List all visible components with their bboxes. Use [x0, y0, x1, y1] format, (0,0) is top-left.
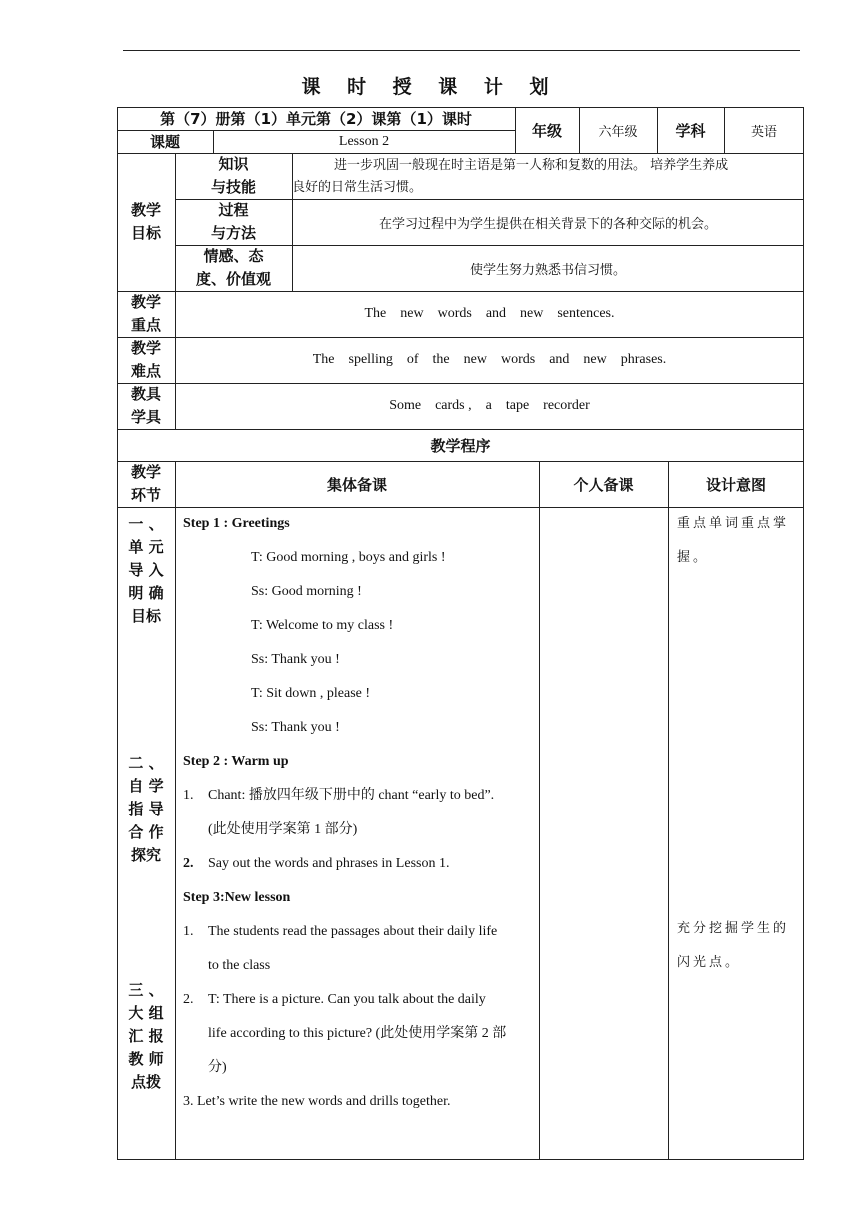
label-line: 与技能 — [210, 178, 256, 196]
label-line: 知识 — [218, 155, 249, 173]
process-methods-label — [175, 199, 292, 245]
word: a — [485, 398, 492, 413]
word: new — [463, 352, 487, 367]
label-line: 教学 — [130, 293, 161, 311]
word: of — [406, 352, 419, 367]
dialogue-line: T: Welcome to my class ! — [251, 618, 394, 633]
intent-line: 闪光点。 — [677, 955, 742, 970]
subject-label: 学科 — [675, 121, 706, 140]
item-number: 1. — [183, 788, 194, 803]
word: The — [312, 352, 335, 367]
grade-label: 年级 — [531, 121, 562, 140]
step-3-item-2 — [183, 983, 535, 1017]
step-3-item-3: 3. Let’s write the new words and drills together. — [183, 1094, 451, 1109]
subject-value: 英语 — [750, 124, 777, 140]
knowledge-skills-text — [292, 155, 802, 199]
intent-line: 充分挖掘学生的 — [677, 921, 790, 936]
grade-value: 六年级 — [598, 124, 638, 140]
stage-line: 合 作 — [128, 823, 164, 841]
item-text: Chant: 播放四年级下册中的 chant “early to bed”. — [208, 788, 495, 803]
word: sentences. — [557, 306, 615, 321]
label-line: 重点 — [130, 316, 161, 334]
item-text: (此处使用学案第 1 部分) — [208, 822, 358, 837]
item-text: to the class — [208, 958, 271, 973]
item-number: 2. — [183, 856, 194, 871]
rule — [668, 461, 669, 1160]
word: words — [500, 352, 536, 367]
stage-line: 指 导 — [128, 800, 164, 818]
word: cards , — [435, 398, 472, 413]
label-line: 与方法 — [210, 224, 256, 242]
step-2-item-2 — [183, 847, 535, 881]
label-line: 学具 — [130, 408, 161, 426]
stage-2-label — [117, 752, 175, 867]
stage-3-label — [117, 979, 175, 1094]
stage-line: 大 组 — [128, 1004, 164, 1022]
step-3-title: Step 3:New lesson — [183, 890, 291, 905]
key-points-text — [175, 291, 804, 337]
stage-line: 导 入 — [128, 561, 164, 579]
stage-line: 自 学 — [128, 777, 164, 795]
stage-line: 明 确 — [128, 584, 164, 602]
label-line: 环节 — [130, 486, 161, 504]
collective-prep-content — [183, 507, 535, 1119]
label-line: 教学 — [130, 463, 161, 481]
header-rule — [123, 50, 800, 51]
personal-prep-header: 个人备课 — [573, 475, 634, 494]
dialogue-line: Ss: Thank you ! — [251, 652, 340, 667]
stage-line: 点拨 — [130, 1073, 161, 1091]
stage-line: 二 、 — [128, 754, 164, 772]
key-points-label — [117, 291, 175, 337]
word: new — [520, 306, 544, 321]
stage-1-label — [117, 513, 175, 628]
stage-line: 教 师 — [128, 1050, 164, 1068]
word: the — [432, 352, 450, 367]
knowledge-skills-label — [175, 153, 292, 199]
item-text: The students read the passages about their daily life — [208, 924, 498, 939]
label-line: 目标 — [130, 224, 161, 242]
step-2-title: Step 2 : Warm up — [183, 754, 289, 769]
design-intent-2 — [677, 912, 801, 980]
item-text: Say out the words and phrases in Lesson 1. — [208, 856, 450, 871]
dialogue-line: Ss: Thank you ! — [251, 720, 340, 735]
tools-label — [117, 383, 175, 429]
item-text: T: There is a picture. Can you talk about the daily — [208, 992, 486, 1007]
collective-prep-header: 集体备课 — [326, 475, 387, 494]
word: and — [549, 352, 570, 367]
stage-line: 汇 报 — [128, 1027, 164, 1045]
word: and — [485, 306, 507, 321]
intent-line: 握。 — [677, 550, 710, 565]
tools-text — [175, 383, 804, 429]
topic-label: 课题 — [149, 133, 180, 151]
stage-line: 探究 — [130, 846, 161, 864]
stage-line: 单 元 — [128, 538, 164, 556]
stage-line: 目标 — [130, 607, 161, 625]
stage-column-header — [117, 461, 175, 507]
label-line: 教具 — [130, 385, 161, 403]
stage-line: 三 、 — [128, 981, 164, 999]
attitude-values-text: 使学生努力熟悉书信习惯。 — [469, 262, 626, 278]
objectives-label — [117, 153, 175, 291]
text-line: 良好的日常生活习惯。 — [292, 180, 423, 195]
label-line: 度、价值观 — [195, 270, 271, 288]
word: Some — [389, 398, 422, 413]
intent-line: 重点单词重点掌 — [677, 516, 790, 531]
text-line: 进一步巩固一般现在时主语是第一人称和复数的用法。 培养学生养成 — [334, 158, 729, 173]
item-text: 分) — [208, 1060, 227, 1075]
item-number: 2. — [183, 992, 194, 1007]
label-line: 教学 — [130, 339, 161, 357]
item-text: life according to this picture? (此处使用学案第 2 部 — [208, 1026, 507, 1041]
item-number: 1. — [183, 924, 194, 939]
word: tape — [505, 398, 530, 413]
step-3-item-1 — [183, 915, 535, 949]
document-title: 课 时 授 课 计 划 — [301, 76, 559, 98]
rule — [539, 461, 540, 1160]
dialogue-line: T: Good morning , boys and girls ! — [251, 550, 446, 565]
attitude-values-label — [175, 245, 292, 291]
label-line: 难点 — [130, 362, 161, 380]
topic-value: Lesson 2 — [338, 133, 390, 149]
design-intent-1 — [677, 507, 801, 575]
word: phrases. — [620, 352, 667, 367]
difficulties-text — [175, 337, 804, 383]
word: new — [400, 306, 424, 321]
design-intent-header: 设计意图 — [705, 475, 766, 494]
volume-unit-line: 第（7）册第（1）单元第（2）课第（1）课时 — [160, 110, 472, 128]
step-1-title: Step 1 : Greetings — [183, 516, 290, 531]
label-line: 过程 — [218, 201, 249, 219]
dialogue-line: Ss: Good morning ! — [251, 584, 362, 599]
stage-line: 一 、 — [128, 515, 164, 533]
word: The — [364, 306, 387, 321]
difficulties-label — [117, 337, 175, 383]
step-2-item-1 — [183, 779, 535, 813]
word: recorder — [543, 398, 590, 413]
procedure-title: 教学程序 — [430, 436, 491, 455]
dialogue-line: T: Sit down , please ! — [251, 686, 371, 701]
process-methods-text: 在学习过程中为学生提供在相关背景下的各种交际的机会。 — [378, 216, 717, 232]
rule — [175, 461, 176, 1160]
word: words — [437, 306, 472, 321]
label-line: 教学 — [130, 201, 161, 219]
label-line: 情感、态 — [203, 247, 264, 265]
word: spelling — [348, 352, 393, 367]
word: new — [583, 352, 607, 367]
